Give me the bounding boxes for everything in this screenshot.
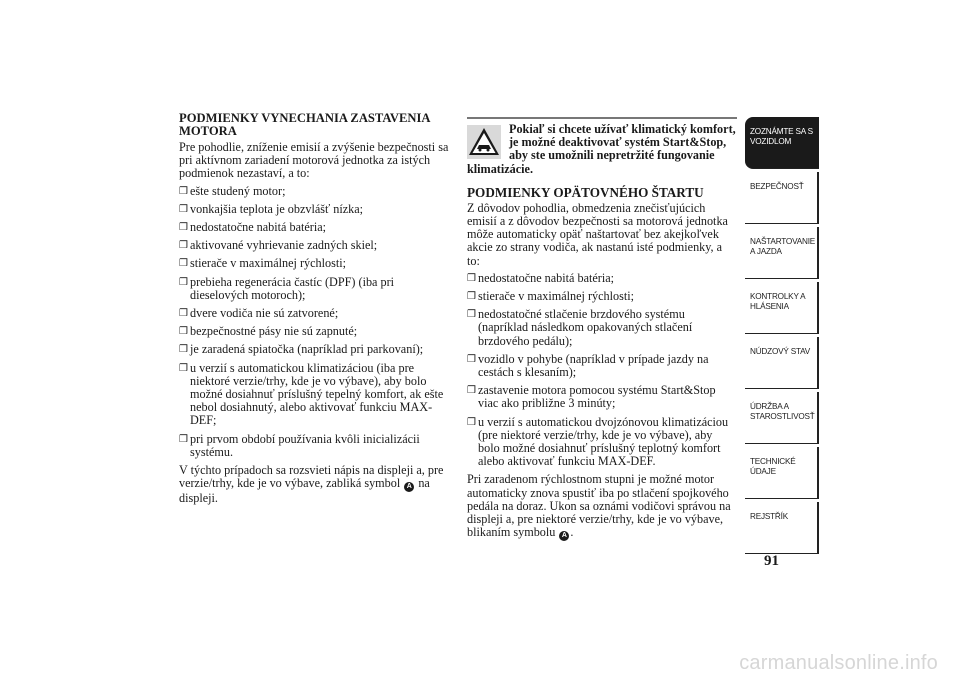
list-item: ❒ dvere vodiča nie sú zatvorené; — [179, 306, 339, 321]
page-number: 91 — [764, 553, 779, 569]
checkbox-bullet-icon: ❒ — [179, 433, 188, 445]
checkbox-bullet-icon: ❒ — [467, 291, 476, 303]
checkbox-bullet-icon: ❒ — [467, 385, 476, 397]
warning-text: Pokiaľ si chcete užívať klimatický komfort, je možné deaktivovať systém Start&Stop, aby ste umožnili nepretržité fungovanie — [509, 122, 736, 163]
chapter-tabs — [745, 117, 819, 557]
checkbox-bullet-icon: ❒ — [179, 222, 188, 234]
list-item: ❒ prebieha regenerácia častíc (DPF) (iba pri dieselových motoroch); — [179, 274, 395, 302]
checkbox-bullet-icon: ❒ — [467, 309, 476, 321]
warning-box — [467, 117, 737, 176]
right-outro: Pri zaradenom rýchlostnom stupni je možné motor automaticky znova spustiť iba po stlačení spojkového pedála na doraz. Ukon sa oznámi vodičovi správou na displeji a, pre niektoré verzie/trhy, kde je vo výbave, blikaním symbolu A . — [467, 472, 731, 540]
right-intro: Z dôvodov pohodlia, obmedzenia znečisťujúcich emisií a z dôvodov bezpečnosti sa motorová jednotka môže automaticky opäť naštartovať bez akejkoľvek akcie zo strany vodiča, ak nastanú isté podmienky, a to: — [467, 200, 728, 268]
left-intro: Pre pohodlie, zníženie emisií a zvýšenie bezpečnosti sa pri aktívnom zariadení motorová jednotka za istých podmienok nezastaví, a to: — [179, 140, 449, 181]
tab-emergency[interactable]: NÚDZOVÝ STAV — [745, 337, 819, 389]
list-item: ❒ u verzií s automatickou klimatizáciou (iba pre niektoré verzie/trhy, kde je vo výbave), aby bolo možné dosiahnuť príslušný tepelný komfort, ak ešte nebol dosiahnutý, alebo aktivovať funkciu MAX-DEF; — [179, 360, 444, 428]
list-item: ❒ je zaradená spiatočka (napríklad pri parkovaní); — [179, 342, 424, 357]
checkbox-bullet-icon: ❒ — [467, 353, 476, 365]
warning-text-tail: klimatizácie. — [467, 161, 533, 176]
list-item: ❒ ešte studený motor; — [179, 183, 286, 198]
list-item: ❒ nedostatočné stlačenie brzdového systému (napríklad následkom opakovaných stlačení brzdového pedálu); — [467, 307, 693, 348]
list-item: ❒ vozidlo v pohybe (napríklad v prípade jazdy na cestách s klesaním); — [467, 351, 709, 380]
list-item: ❒ nedostatočne nabitá batéria; — [179, 220, 327, 235]
left-column — [179, 112, 449, 509]
list-item: ❒ stierače v maximálnej rýchlosti; — [467, 289, 635, 304]
left-list — [179, 185, 449, 459]
list-item: ❒ u verzií s automatickou dvojzónovou klimatizáciou (pre niektoré verzie/trhy, kde je vo výbave), aby bolo možné dosiahnuť príslušný teplotný komfort alebo aktivovať funkciu MAX-DEF. — [467, 414, 729, 469]
tab-starting-driving[interactable]: NAŠTARTOVANIE A JAZDA — [745, 227, 819, 279]
checkbox-bullet-icon: ❒ — [179, 258, 188, 270]
tab-maintenance[interactable]: ÚDRŽBA A STAROSTLIVOSŤ — [745, 392, 819, 444]
checkbox-bullet-icon: ❒ — [179, 344, 188, 356]
list-item: ❒ aktivované vyhrievanie zadných skiel; — [179, 238, 378, 253]
checkbox-bullet-icon: ❒ — [467, 272, 476, 284]
section-heading-restart-conditions: PODMIENKY OPÄTOVNÉHO ŠTARTU — [467, 184, 704, 200]
tab-safety[interactable]: BEZPEČNOSŤ — [745, 172, 819, 224]
section-heading-stop-conditions: PODMIENKY VYNECHANIA ZASTAVENIA MOTORA — [179, 111, 430, 138]
list-item: ❒ pri prvom období používania kvôli inicializácii systému. — [179, 431, 420, 459]
checkbox-bullet-icon: ❒ — [179, 185, 188, 197]
tab-index[interactable]: REJSTŘÍK — [745, 502, 819, 554]
checkbox-bullet-icon: ❒ — [179, 276, 188, 288]
left-outro: V týchto prípadoch sa rozsvieti nápis na displeji a, pre verzie/trhy, kde je vo výbave, zabliká symbol A na displeji. — [179, 463, 444, 506]
list-item: ❒ zastavenie motora pomocou systému Start&Stop viac ako približne 3 minúty; — [467, 383, 716, 411]
start-stop-symbol-icon: A — [404, 482, 414, 492]
warning-car-icon — [467, 125, 501, 159]
right-column — [467, 117, 737, 545]
right-list — [467, 272, 737, 469]
start-stop-symbol-icon: A — [559, 531, 569, 541]
list-item: ❒ nedostatočne nabitá batéria; — [467, 270, 615, 285]
checkbox-bullet-icon: ❒ — [179, 308, 188, 320]
checkbox-bullet-icon: ❒ — [179, 203, 188, 215]
list-item: ❒ bezpečnostné pásy nie sú zapnuté; — [179, 324, 358, 339]
tab-introduction[interactable]: ZOZNÁMTE SA S VOZIDLOM — [745, 117, 819, 169]
tab-warning-lights[interactable]: KONTROLKY A HLÁSENIA — [745, 282, 819, 334]
checkbox-bullet-icon: ❒ — [179, 362, 188, 374]
tab-technical-data[interactable]: TECHNICKÉ ÚDAJE — [745, 447, 819, 499]
list-item: ❒ stierače v maximálnej rýchlosti; — [179, 256, 347, 271]
checkbox-bullet-icon: ❒ — [467, 416, 476, 428]
checkbox-bullet-icon: ❒ — [179, 240, 188, 252]
watermark: carmanualsonline.info — [739, 652, 938, 674]
checkbox-bullet-icon: ❒ — [179, 326, 188, 338]
list-item: ❒ vonkajšia teplota je obzvlášť nízka; — [179, 201, 364, 216]
